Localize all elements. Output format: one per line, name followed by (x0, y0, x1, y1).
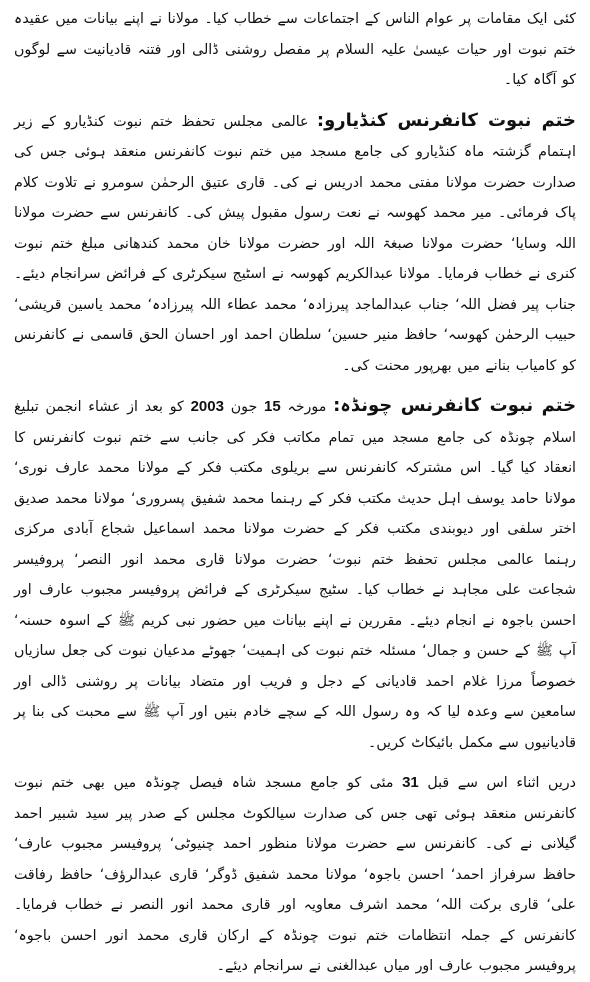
paragraph-chawinda-conference (14, 391, 576, 758)
paragraph-shah-faisal-conference (14, 768, 576, 982)
section-heading-kandiaro: ختم نبوت کانفرنس کنڈیارو: (316, 109, 576, 131)
date-day: 31 (402, 774, 419, 791)
date-day: 15 (264, 398, 281, 415)
paragraph-text: کو بعد از عشاء انجمن تبلیغ اسلام چونڈہ کی جامع مسجد میں تمام مکاتب فکر کی جانب سے ختم نبوت کانفرنس کا انعقاد کیا گیا۔ اس مشترکہ کانفرنس سے بریلوی مکتب فکر کے مولانا محمد عارف نوری‘ مولانا حامد یوسف اہل حدیث مکتب فکر کے رہنما محمد شفیق پسروری‘ مولانا محمد صدیق اختر سلفی اور دیوبندی مکتب فکر کے حضرت مولانا محمد اسماعیل شجاع آبادی مرکزی رہنما عالمی مجلس تحفظ ختم نبوت‘ حضرت مولانا قاری محمد انور النصر‘ پروفیسر شجاعت علی مجاہد نے خطاب کیا۔ سٹیج سیکرٹری کے فرائض پروفیسر مجبوب عارف اور احسن باجوہ نے انجام دیئے۔ مقررین نے اپنے بیانات میں حضور نبی کریم ﷺ کے اسوہ حسنہ‘ آپ ﷺ کے حسن و جمال‘ مسئلہ ختم نبوت کی اہمیت‘ جھوٹے مدعیان نبوت کی جعل سازیاں خصوصاً مرزا غلام احمد قادیانی کے دجل و فریب اور متضاد بیانات پر روشنی ڈالی اور سامعین سے وعدہ لیا کہ وہ رسول اللہ کے سچے خادم بنیں اور آپ ﷺ سے محبت کی بنا پر قادیانیوں سے مکمل بائیکاٹ کریں۔ (14, 399, 576, 751)
article-page (14, 4, 577, 974)
paragraph-text: جون (230, 399, 258, 415)
paragraph-text: دریں اثناء اس سے قبل (427, 775, 576, 791)
paragraph-text: مئی کو جامع مسجد شاہ فیصل چونڈہ میں بھی ختم نبوت کانفرنس منعقد ہوئی تھی جس کی صدارت سیالکوٹ مجلس کے صدر پیر سید شبیر احمد گیلانی نے کی۔ کانفرنس سے حضرت مولانا منظور احمد چنیوٹی‘ پروفیسر مجبوب عارف‘ حافظ سرفراز احمد‘ احسن باجوہ‘ مولانا محمد شفیق ڈوگر‘ قاری عبدالرؤف‘ حافظ رفاقت علی‘ قاری برکت اللہ‘ محمد اشرف معاویہ اور قاری محمد انور النصر نے خطاب فرمایا۔ کانفرنس کے جملہ انتظامات ختم نبوت چونڈہ کے ارکان قاری محمد انور احسن باجوہ‘ پروفیسر مجبوب عارف اور میاں عبدالغنی نے سرانجام دیئے۔ (14, 775, 576, 974)
section-heading-chawinda: ختم نبوت کانفرنس چونڈہ: (333, 395, 577, 416)
paragraph-text: کئی ایک مقامات پر عوام الناس کے اجتماعات سے خطاب کیا۔ مولانا نے اپنے بیانات میں عقیدہ ختم نبوت اور حیات عیسیٰ علیہ السلام پر مفصل روشنی ڈالی اور فتنہ قادیانیت سے لوگوں کو آگاہ کیا۔ (14, 11, 576, 88)
date-year: 2003 (190, 398, 224, 415)
paragraph-kandiaro-conference (14, 106, 576, 382)
paragraph-text: عالمی مجلس تحفظ ختم نبوت کنڈیارو کے زیر اہتمام گزشتہ ماہ کنڈیارو کی جامع مسجد میں ختم نبوت کانفرنس منعقد ہوئی جس کی صدارت حضرت مولانا مفتی محمد ادریس نے کی۔ قاری عتیق الرحمٰن سومرو نے تلاوت کلام پاک فرمائی۔ میر محمد کھوسہ نے نعت رسول مقبول پیش کی۔ کانفرنس سے حضرت مولانا اللہ وسایا‘ حضرت مولانا صبغۃ اللہ اور حضرت مولانا خان محمد کندھانی مبلغ ختم نبوت کنری نے خطاب فرمایا۔ مولانا عبدالکریم کھوسہ نے اسٹیج سیکرٹری کے فرائض سرانجام دیئے۔ جناب پیر فضل اللہ‘ جناب عبدالماجد پیرزادہ‘ محمد عطاء اللہ پیرزادہ‘ محمد یاسین قریشی‘ حبیب الرحمٰن کھوسہ‘ حافظ منیر حسین‘ سلطان احمد اور احسان الحق قاسمی نے کانفرنس کو کامیاب بنانے میں بھرپور محنت کی۔ (14, 113, 576, 374)
paragraph-text: مورخہ (287, 399, 327, 415)
paragraph-intro (14, 4, 576, 96)
